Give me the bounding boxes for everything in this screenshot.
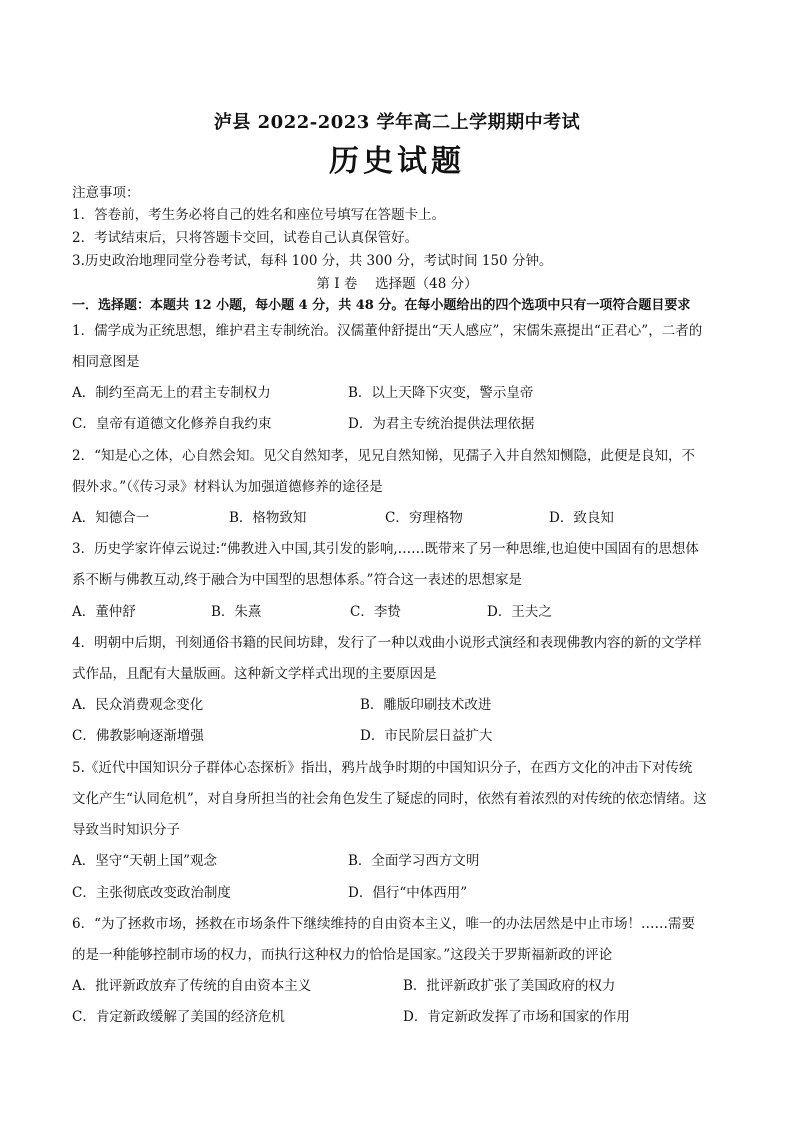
option-c: C．皇帝有道德文化修养自我约束 <box>72 416 272 432</box>
option-b: B．以上天降下灾变，警示皇帝 <box>348 385 534 401</box>
notice-item: 1．答卷前，考生务必将自己的姓名和座位号填写在答题卡上。 <box>72 207 446 223</box>
question-stem: 相同意图是 <box>72 354 140 370</box>
notice-heading: 注意事项： <box>72 185 140 201</box>
option-d: D．致良知 <box>549 510 614 526</box>
notice-item: 2．考试结束后，只将答题卡交回，试卷自己认真保管好。 <box>72 230 419 246</box>
question-stem: 1．儒学成为正统思想，维护君主专制统治。汉儒董仲舒提出“天人感应”，宋儒朱熹提出“正君心”，二者的 <box>72 323 703 339</box>
question-stem: 2．“知是心之体，心自然会知。见父自然知孝，见兄自然知悌，见孺子入井自然知恻隐，此便是良知，不 <box>72 448 695 464</box>
section-instruction: 一．选择题：本题共 12 小题，每小题 4 分，共 48 分。在每小题给出的四个选项中只有一项符合题目要求 <box>72 298 691 313</box>
question-stem: 文化产生“认同危机”，对自身所担当的社会角色发生了疑虑的同时，依然有着浓烈的对传统的依恋情绪。这 <box>72 791 707 807</box>
option-d: D．市民阶层日益扩大 <box>360 728 493 744</box>
question-stem: 式作品，且配有大量版画。这种新文学样式出现的主要原因是 <box>72 666 437 682</box>
option-d: D．为君主专统治提供法理依据 <box>348 416 535 432</box>
question-stem: 导致当时知识分子 <box>72 822 180 838</box>
question-stem: 系不断与佛教互动,终于融合为中国型的思想体系。”符合这一表述的思想家是 <box>72 572 522 588</box>
option-d: D．肯定新政发挥了市场和国家的作用 <box>403 1009 630 1025</box>
option-a: A．坚守“天朝上国”观念 <box>72 853 218 869</box>
option-c: C．李贽 <box>350 604 401 620</box>
option-a: A．制约至高无上的君主专制权力 <box>72 385 271 401</box>
question-stem: 6．“为了拯救市场，拯救在市场条件下继续维持的自由资本主义，唯一的办法居然是中止市场！……需要 <box>72 916 695 932</box>
option-c: C．肯定新政缓解了美国的经济危机 <box>72 1009 285 1025</box>
exam-title: 泸县 2022-2023 学年高二上学期期中考试 <box>213 112 581 133</box>
subject-title: 历史试题 <box>329 144 465 179</box>
option-c: C．佛教影响逐渐增强 <box>72 728 204 744</box>
option-c: C．穷理格物 <box>385 510 463 526</box>
option-b: B．批评新政扩张了美国政府的权力 <box>403 978 616 994</box>
option-d: D．王夫之 <box>487 604 552 620</box>
question-stem: 的是一种能够控制市场的权力，而执行这种权力的恰恰是国家。”这段关于罗斯福新政的评论 <box>72 947 613 963</box>
option-a: A．董仲舒 <box>72 604 136 620</box>
section-title: 第 I 卷 选择题（48 分） <box>316 276 478 292</box>
notice-item: 3.历史政治地理同堂分卷考试，每科 100 分，共 300 分，考试时间 150 分钟。 <box>72 253 553 269</box>
question-stem: 假外求。”（《传习录》材料认为加强道德修养的途径是 <box>72 479 383 495</box>
option-a: A．民众消费观念变化 <box>72 697 204 713</box>
question-stem: 5.《近代中国知识分子群体心态探析》指出，鸦片战争时期的中国知识分子，在西方文化的冲击下对传统 <box>72 760 693 776</box>
option-b: B．全面学习西方文明 <box>348 853 480 869</box>
option-a: A．知德合一 <box>72 510 150 526</box>
option-b: B．朱熹 <box>211 604 262 620</box>
option-d: D．倡行“中体西用” <box>348 885 468 901</box>
option-c: C．主张彻底改变政治制度 <box>72 885 231 901</box>
question-stem: 3．历史学家许倬云说过:“佛教进入中国,其引发的影响,……既带来了另一种思维,也迫使中国固有的思想体 <box>72 541 699 557</box>
option-b: B．格物致知 <box>229 510 307 526</box>
option-b: B．雕版印刷技术改进 <box>360 697 492 713</box>
question-stem: 4．明朝中后期，刊刻通俗书籍的民间坊肆，发行了一种以戏曲小说形式演经和表现佛教内容的新的文学样 <box>72 635 702 651</box>
option-a: A．批评新政放弃了传统的自由资本主义 <box>72 978 312 994</box>
